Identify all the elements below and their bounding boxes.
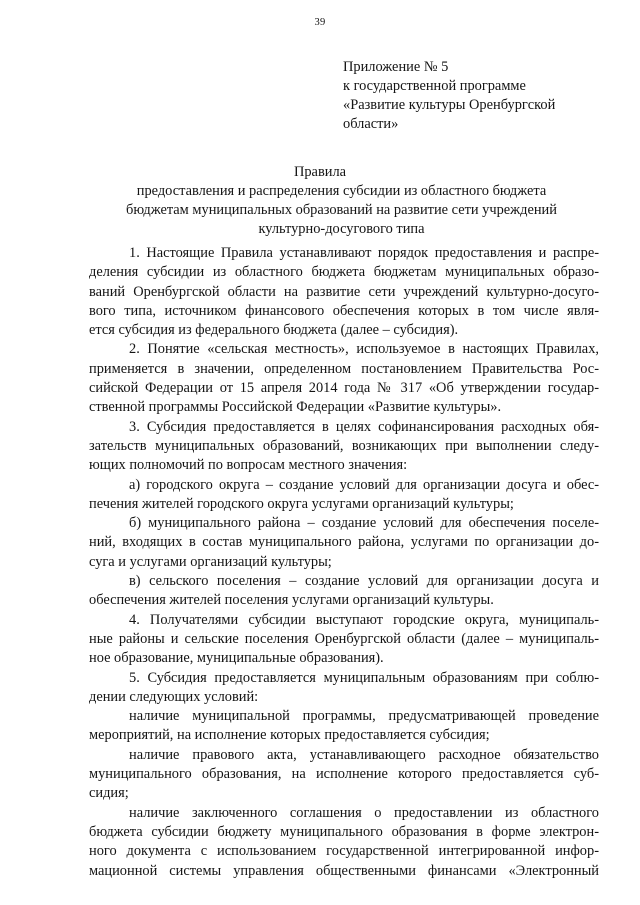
paragraph xyxy=(89,611,599,669)
paragraph xyxy=(89,669,599,708)
paragraph-line: ваний Оренбургской области на развитие сети учреждений культурно-досуго- xyxy=(89,283,599,300)
subtitle-line: бюджетам муниципальных образований на развитие сети учреждений xyxy=(126,201,557,218)
paragraph-line: 2. Понятие «сельская местность», используемое в настоящих Правилах, xyxy=(129,341,599,358)
document-subtitle xyxy=(100,182,583,238)
paragraph-line: печения жителей городского округа услугами организаций культуры; xyxy=(89,495,514,512)
appendix-line: области» xyxy=(343,116,399,132)
paragraph xyxy=(89,804,599,881)
paragraph xyxy=(89,244,599,340)
subtitle-line: культурно-досугового типа xyxy=(258,220,425,237)
paragraph xyxy=(89,476,599,515)
page-number: 39 xyxy=(314,17,326,28)
paragraph-line: дении следующих условий: xyxy=(89,688,259,705)
paragraph xyxy=(89,340,599,417)
paragraph-line: применяется в значении, определенном постановлением Правительства Рос- xyxy=(89,360,599,377)
appendix-line: Приложение № 5 xyxy=(343,59,449,75)
paragraph xyxy=(89,418,599,476)
paragraph-line: мероприятий, на исполнение которых предоставляется субсидия; xyxy=(89,727,490,744)
paragraph-line: ные районы и сельские поселения Оренбургской области (далее – муниципаль- xyxy=(89,630,599,647)
paragraph-line: наличие муниципальной программы, предусматривающей проведение xyxy=(129,708,599,725)
paragraph-line: зательств муниципальных образований, возникающих при выполнении следу- xyxy=(89,437,599,454)
paragraph-line: наличие заключенного соглашения о предоставлении из областного xyxy=(129,804,599,821)
paragraph-line: сийской Федерации от 15 апреля 2014 года № 317 «Об утверждении государ- xyxy=(89,380,599,397)
paragraph xyxy=(89,572,599,611)
paragraph-line: наличие правового акта, устанавливающего расходное обязательство xyxy=(129,746,599,763)
subtitle-line: предоставления и распределения субсидии из областного бюджета xyxy=(136,183,547,199)
paragraph-line: в) сельского поселения – создание условий для организации досуга и xyxy=(129,573,599,590)
paragraph-line: муниципального образования, на исполнение которого предоставляется суб- xyxy=(89,766,599,783)
paragraph-line: ется субсидия из федерального бюджета (далее – субсидия). xyxy=(89,322,459,339)
paragraph-line: 1. Настоящие Правила устанавливают порядок предоставления и распре- xyxy=(129,245,599,261)
paragraph-line: 4. Получателями субсидии выступают городские округа, муниципаль- xyxy=(129,611,599,628)
paragraph-line: а) городского округа – создание условий для организации досуга и обес- xyxy=(129,476,599,493)
document-body xyxy=(89,244,599,881)
paragraph-line: бюджета субсидии бюджету муниципального образования в форме электрон- xyxy=(89,823,599,840)
paragraph-line: ственной программы Российской Федерации «Развитие культуры». xyxy=(89,399,502,416)
appendix-line: к государственной программе xyxy=(343,78,526,94)
paragraph xyxy=(89,746,599,804)
paragraph-line: б) муниципального района – создание условий для обеспечения поселе- xyxy=(129,515,599,532)
paragraph xyxy=(89,514,599,572)
appendix-line: «Развитие культуры Оренбургской xyxy=(343,97,556,113)
appendix-header xyxy=(343,58,613,134)
paragraph-line: обеспечения жителей поселения услугами организаций культуры. xyxy=(89,592,494,609)
document-title: Правила xyxy=(293,164,347,180)
paragraph-line: ющих полномочий по вопросам местного значения: xyxy=(89,457,408,474)
paragraph-line: мационной системы управления общественными финансами «Электронный xyxy=(89,862,599,879)
paragraph-line: деления субсидии из областного бюджета бюджетам муниципальных образо- xyxy=(89,264,599,281)
paragraph xyxy=(89,707,599,746)
paragraph-line: ное образование, муниципальные образования). xyxy=(89,650,384,667)
paragraph-line: 3. Субсидия предоставляется в целях софинансирования расходных обя- xyxy=(129,418,599,435)
paragraph-line: 5. Субсидия предоставляется муниципальным образованиям при соблю- xyxy=(129,669,599,686)
paragraph-line: ного документа с использованием государственной интегрированной инфор- xyxy=(89,843,599,860)
paragraph-line: вого типа, источником финансового обеспечения которых в том числе явля- xyxy=(89,302,599,319)
paragraph-line: суга и услугами организаций культуры; xyxy=(89,553,332,570)
paragraph-line: сидия; xyxy=(89,785,129,802)
paragraph-line: ний, входящих в состав муниципального района, услугами по организации до- xyxy=(89,534,599,551)
